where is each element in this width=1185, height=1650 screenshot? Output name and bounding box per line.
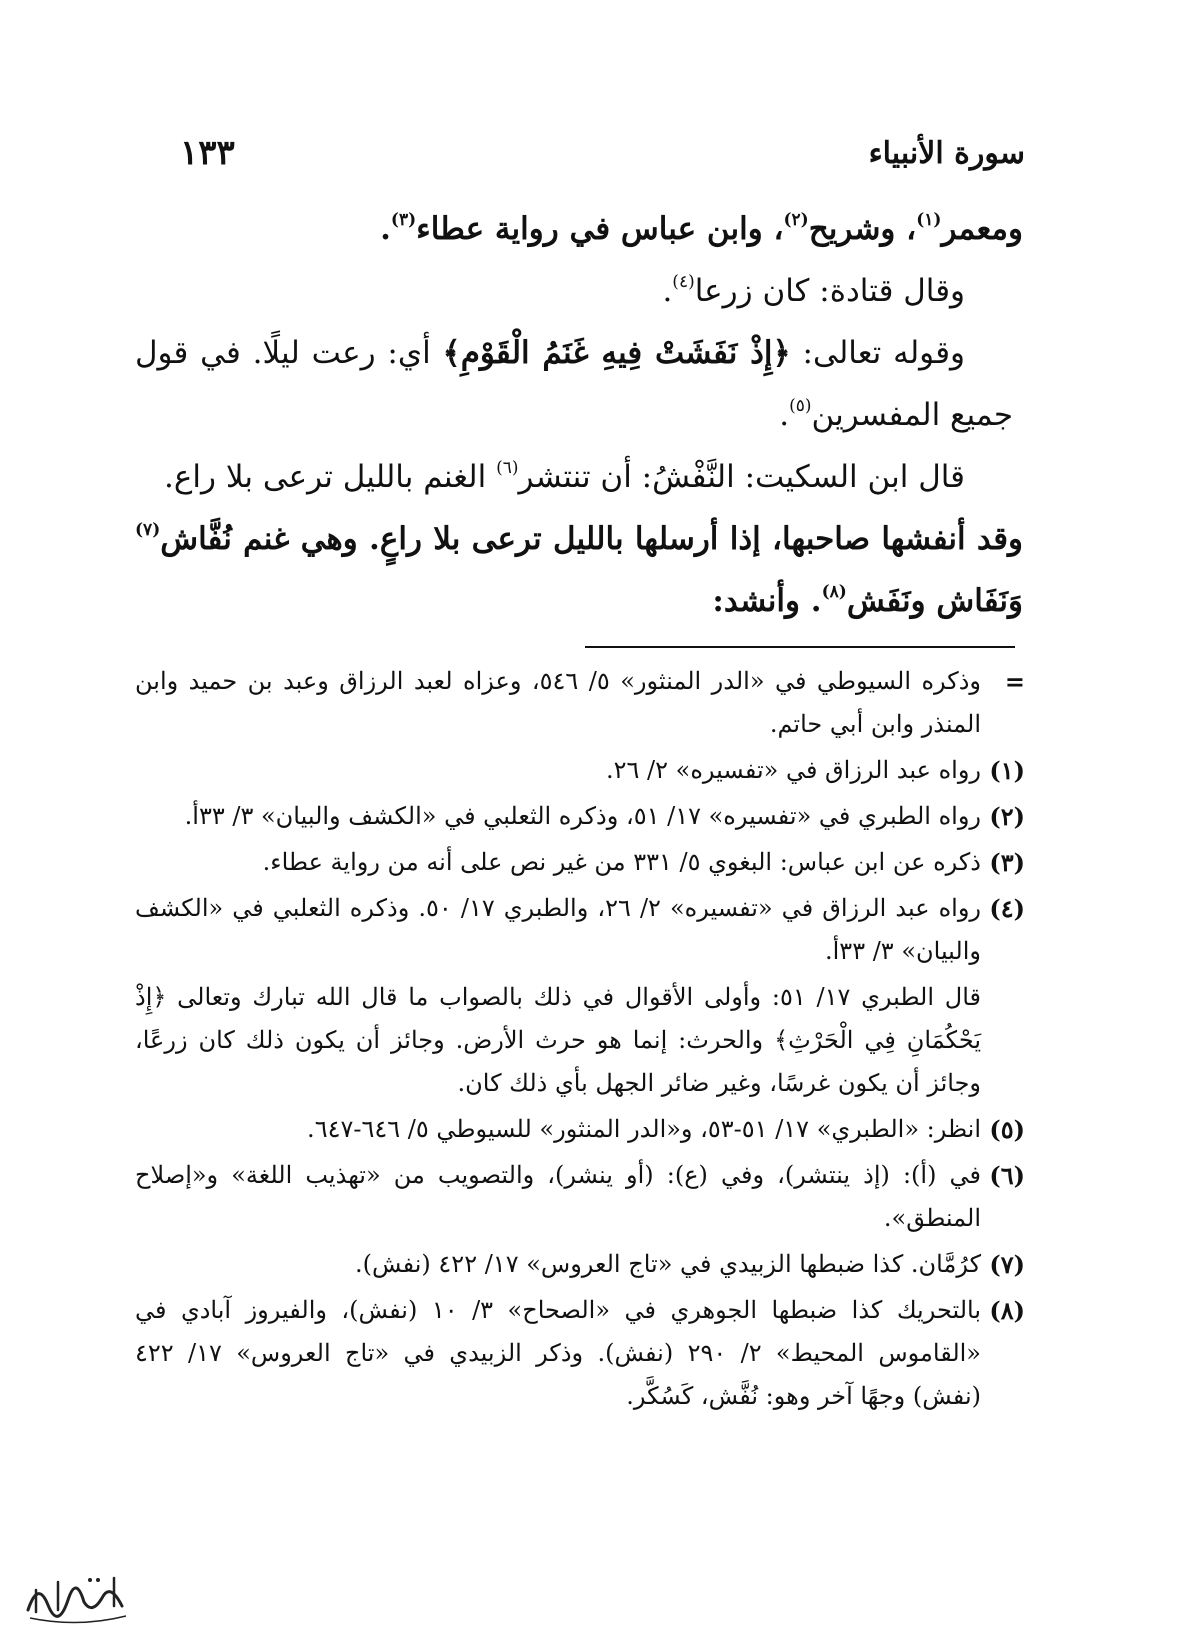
footnote-number: (١) bbox=[989, 756, 1025, 785]
footnote-number: (٦) bbox=[989, 1161, 1025, 1190]
footnote-number: (٣) bbox=[989, 848, 1025, 877]
footnote-item bbox=[135, 1243, 1025, 1286]
footnote-text: انظر: «الطبري» ١٧/ ٥١-٥٣، و«الدر المنثور» للسيوطي ٥/ ٦٤٦-٦٤٧. bbox=[307, 1115, 981, 1143]
surah-title: سورة الأنبياء bbox=[868, 135, 1025, 171]
footnote-continuation bbox=[135, 976, 1025, 1105]
paragraph-2 bbox=[135, 260, 1013, 322]
footnote-ref[interactable]: (٧) bbox=[135, 520, 161, 540]
text-run: وَنَفَاش ونَفَش bbox=[846, 583, 1023, 619]
paragraph-4 bbox=[135, 446, 1013, 508]
footnote-ref[interactable]: (٢) bbox=[783, 210, 809, 230]
footnote-ref[interactable]: (٤) bbox=[672, 272, 695, 292]
footnote-item bbox=[135, 749, 1025, 792]
footnote-item bbox=[135, 1108, 1025, 1151]
footnote-text: ذكره عن ابن عباس: البغوي ٥/ ٣٣١ من غير نص على أنه من رواية عطاء. bbox=[262, 848, 981, 876]
text-run: . bbox=[662, 273, 673, 309]
footnote-text: قال الطبري ١٧/ ٥١: وأولى الأقوال في ذلك بالصواب ما قال الله تبارك وتعالى ﴿إِذْ يَحْكُمَانِ فِي الْحَرْثِ﴾ والحرث: إنما هو حرث الأرض. وجائز أن يكون ذلك كان زرعًا، وجائز أن يكون غرسًا، وغير ضائر الجهل بأي ذلك كان. bbox=[135, 983, 982, 1097]
page-number: ١٣٣ bbox=[180, 133, 235, 173]
text-run: قال ابن السكيت: النَّفْشُ: أن تنتشر bbox=[518, 459, 965, 495]
footnote-text: رواه عبد الرزاق في «تفسيره» ٢/ ٢٦، والطبري ١٧/ ٥٠. وذكره الثعلبي في «الكشف والبيان» ٣/ ٣٣أ. bbox=[135, 894, 982, 965]
calligraphy-seal-icon bbox=[18, 1560, 138, 1630]
text-run: ، وابن عباس في رواية عطاء bbox=[416, 211, 784, 247]
text-run: الغنم بالليل ترعى بلا راع. bbox=[164, 459, 497, 495]
footnote-number: (٨) bbox=[989, 1296, 1025, 1325]
main-text bbox=[135, 198, 1023, 632]
footnotes bbox=[135, 660, 1025, 1421]
footnote-ref[interactable]: (٦) bbox=[496, 458, 519, 478]
footnote-number: = bbox=[1004, 667, 1025, 696]
footnote-item bbox=[135, 795, 1025, 838]
text-run: ومعمر bbox=[941, 211, 1023, 247]
footnote-item bbox=[135, 1289, 1025, 1418]
footnote-ref[interactable]: (٨) bbox=[821, 582, 847, 602]
footnote-text: رواه عبد الرزاق في «تفسيره» ٢/ ٢٦. bbox=[606, 756, 981, 784]
footnote-item bbox=[135, 841, 1025, 884]
paragraph-3 bbox=[135, 322, 1013, 446]
text-run: وقوله تعالى: bbox=[790, 335, 965, 371]
footnote-ref[interactable]: (٥) bbox=[789, 396, 812, 416]
footnote-text: في (أ): (إذ ينتشر)، وفي (ع): (أو ينشر)، والتصويب من «تهذيب اللغة» و«إصلاح المنطق». bbox=[135, 1161, 981, 1232]
footnote-number: (٢) bbox=[989, 802, 1025, 831]
text-run: وقال قتادة: كان زرعا bbox=[694, 273, 965, 309]
footnote-text: كرُمَّان. كذا ضبطها الزبيدي في «تاج العروس» ١٧/ ٤٢٢ (نفش). bbox=[355, 1250, 981, 1278]
text-run: . وأنشد: bbox=[712, 583, 822, 619]
footnote-divider bbox=[585, 646, 1015, 648]
footnote-number: (٤) bbox=[989, 894, 1025, 923]
footnote-item bbox=[135, 660, 1025, 746]
paragraph-5 bbox=[135, 508, 1023, 632]
footnote-text: بالتحريك كذا ضبطها الجوهري في «الصحاح» ٣/ ١٠ (نفش)، والفيروز آبادي في «القاموس المحيط» ٢/ ٢٩٠ (نفش). وذكر الزبيدي في «تاج العروس» ١٧/ ٤٢٢ (نفش) وجهًا آخر وهو: نُفَّش، كَسُكَّر. bbox=[135, 1296, 982, 1410]
paragraph-1 bbox=[135, 198, 1023, 260]
footnote-ref[interactable]: (٣) bbox=[390, 210, 417, 230]
page-header bbox=[180, 128, 1025, 178]
footnote-text: رواه الطبري في «تفسيره» ١٧/ ٥١، وذكره الثعلبي في «الكشف والبيان» ٣/ ٣٣أ. bbox=[184, 802, 981, 830]
footnote-item bbox=[135, 1154, 1025, 1240]
footnote-item bbox=[135, 887, 1025, 973]
footnote-text: وذكره السيوطي في «الدر المنثور» ٥/ ٥٤٦، وعزاه لعبد الرزاق وعبد بن حميد وابن المنذر وابن أبي حاتم. bbox=[135, 667, 982, 738]
footnote-ref[interactable]: (١) bbox=[916, 210, 942, 230]
footnote-number: (٧) bbox=[989, 1250, 1025, 1279]
footnote-number: (٥) bbox=[989, 1115, 1025, 1144]
text-run: أي: رعت ليلًا. في قول جميع المفسرين bbox=[135, 335, 1013, 433]
text-run: وقد أنفشها صاحبها، إذا أرسلها بالليل ترعى بلا راعٍ. وهي غنم نُفَّاش bbox=[160, 521, 1023, 557]
text-run: . bbox=[380, 211, 391, 247]
quran-verse: ﴿إِذْ نَفَشَتْ فِيهِ غَنَمُ الْقَوْمِ﴾ bbox=[442, 335, 791, 371]
text-run: . bbox=[779, 397, 790, 433]
text-run: ، وشريح bbox=[808, 211, 917, 247]
